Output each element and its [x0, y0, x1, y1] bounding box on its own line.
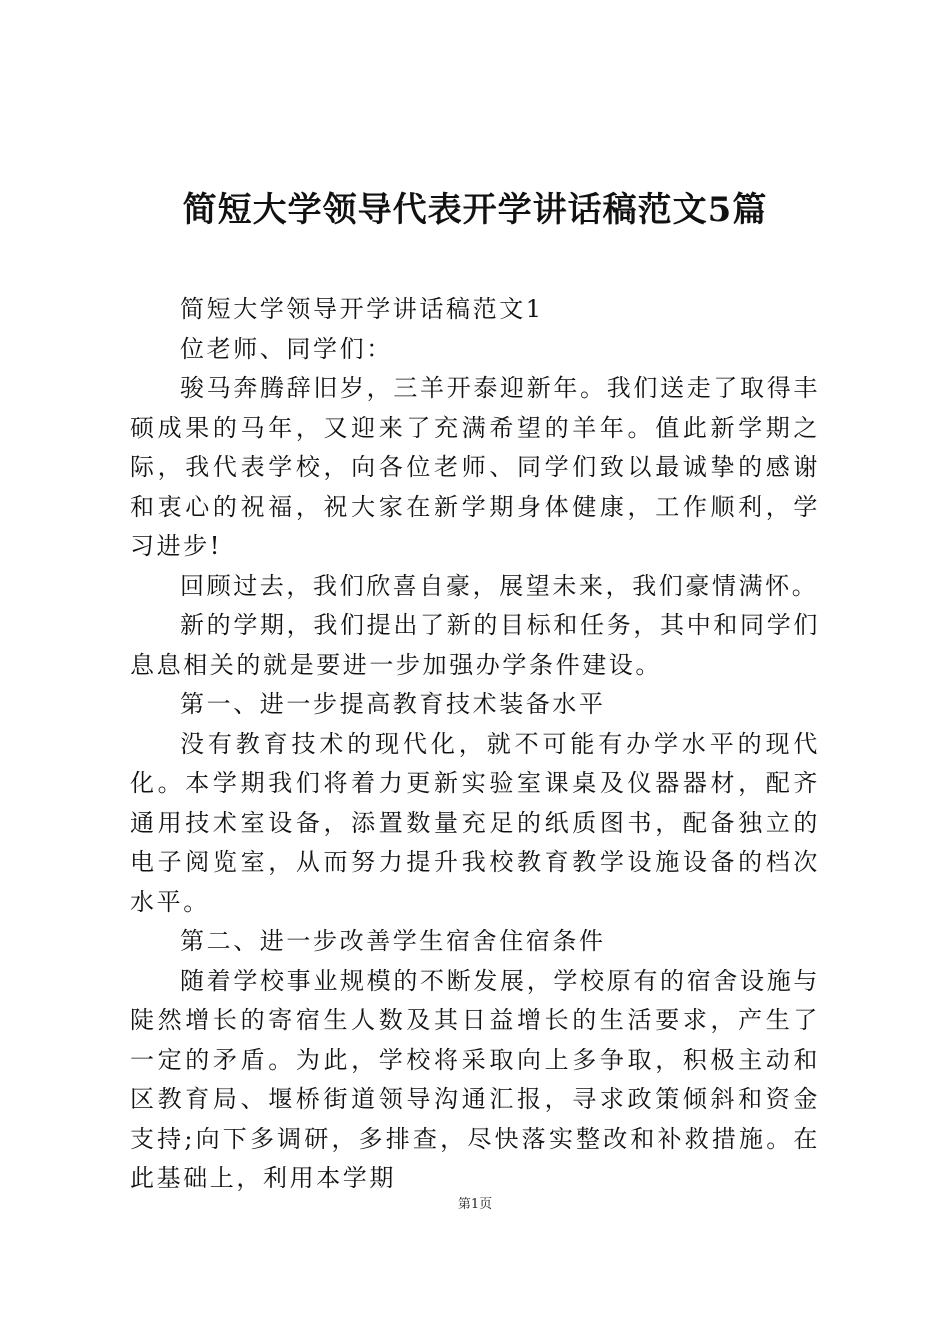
- paragraph: 新的学期，我们提出了新的目标和任务，其中和同学们息息相关的就是要进一步加强办学条件建设。: [130, 611, 820, 679]
- section-heading: 第二、进一步改善学生宿舍住宿条件: [180, 927, 606, 955]
- document-body: [130, 290, 820, 1199]
- paragraph-salutation: 位老师、同学们：: [180, 334, 393, 363]
- paragraph: 回顾过去，我们欣喜自豪，展望未来，我们豪情满怀。: [180, 571, 819, 600]
- page-title: 简短大学领导代表开学讲话稿范文5篇: [182, 190, 768, 230]
- paragraph: 随着学校事业规模的不断发展，学校原有的宿舍设施与陡然增长的寄宿生人数及其日益增长的生活要求，产生了一定的矛盾。为此，学校将采取向上多争取，积极主动和区教育局、堰桥街道领导沟通汇报，寻求政策倾斜和资金支持;向下多调研，多排查，尽快落实整改和补救措施。在此基础上，利用本学期: [130, 966, 820, 1192]
- section-heading: 第一、进一步提高教育技术装备水平: [180, 690, 606, 718]
- paragraph: 骏马奔腾辞旧岁，三羊开泰迎新年。我们送走了取得丰硕成果的马年，又迎来了充满希望的羊年。值此新学期之际，我代表学校，向各位老师、同学们致以最诚挚的感谢和衷心的祝福，祝大家在新学期身体健康，工作顺利，学习进步!: [130, 374, 820, 560]
- paragraph-heading: 简短大学领导开学讲话稿范文1: [180, 295, 544, 323]
- page-number: 第1页: [457, 1197, 493, 1212]
- paragraph: 没有教育技术的现代化，就不可能有办学水平的现代化。本学期我们将着力更新实验室课桌及仪器器材，配齐通用技术室设备，添置数量充足的纸质图书，配备独立的电子阅览室，从而努力提升我校教育教学设施设备的档次水平。: [130, 729, 820, 916]
